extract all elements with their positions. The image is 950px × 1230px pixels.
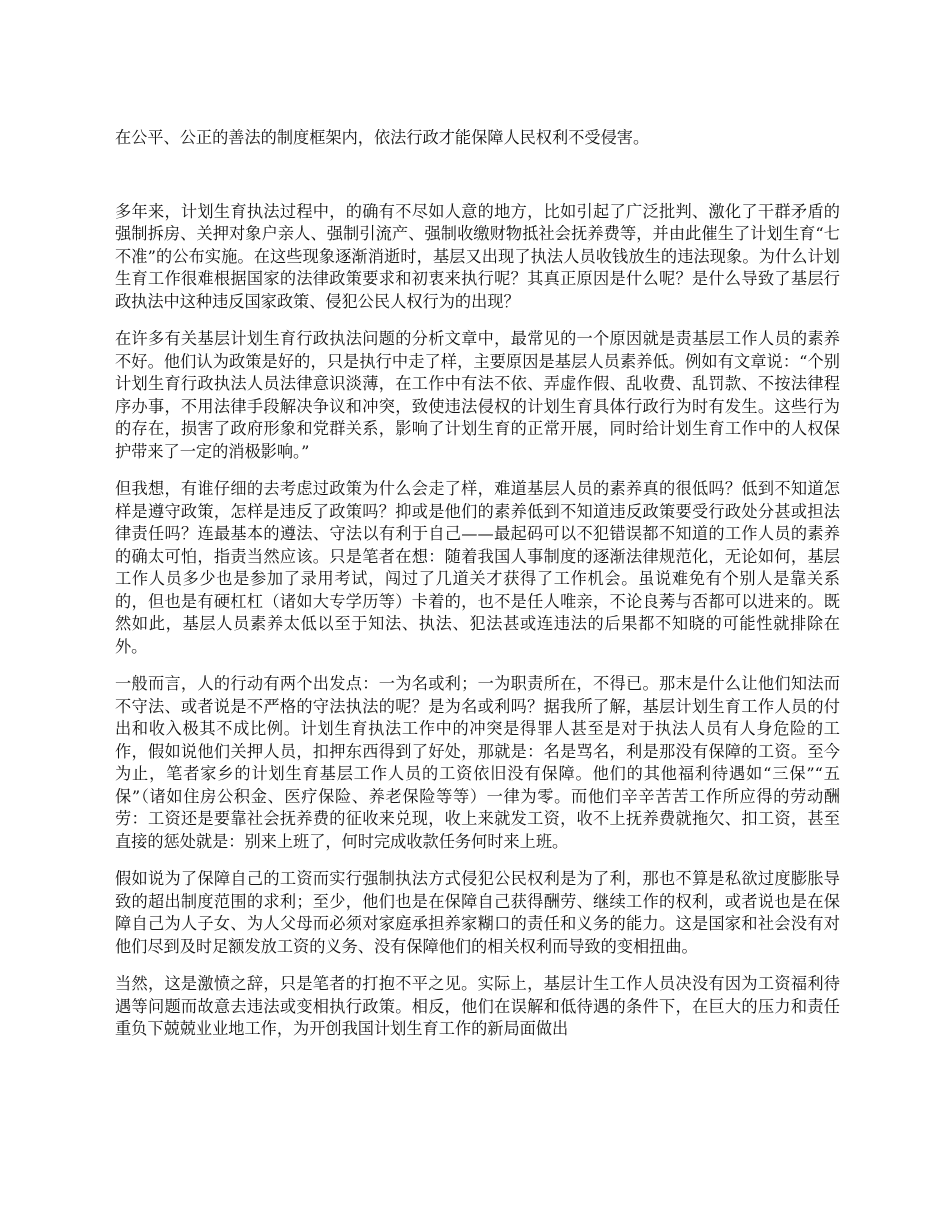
paragraph-background: 多年来，计划生育执法过程中，的确有不尽如人意的地方，比如引起了广泛批判、激化了干群矛盾的强制拆房、关押对象户亲人、强制引流产、强制收缴财物抵社会抚养费等，并由此催生了计划生育“七不准”的公布实施。在这些现象逐渐消逝时，基层又出现了执法人员收钱放生的违法现象。为什么计划生育工作很难根据国家的法律政策要求和初衷来执行呢？其真正原因是什么呢？是什么导致了基层行政执法中这种违反国家政策、侵犯公民人权行为的出现？ [115, 201, 840, 311]
paragraph-conclusion: 当然，这是激愤之辞，只是笔者的打抱不平之见。实际上，基层计生工作人员决没有因为工资福利待遇等问题而故意去违法或变相执行政策。相反，他们在误解和低待遇的条件下，在巨大的压力和责任重负下兢兢业业地工作，为开创我国计划生育工作的新局面做出 [115, 974, 840, 1038]
document-body [115, 127, 840, 1056]
paragraph-author-question: 但我想，有谁仔细的去考虑过政策为什么会走了样，难道基层人员的素养真的很低吗？低到不知道怎样是遵守政策，怎样是违反了政策吗？抑或是他们的素养低到不知道违反政策要受行政处分甚或担法律责任吗？连最基本的遵法、守法以有利于自己——最起码可以不犯错误都不知道的工作人员的素养的确太可怕，指责当然应该。只是笔者在想：随着我国人事制度的逐渐法律规范化，无论如何，基层工作人员多少也是参加了录用考试，闯过了几道关才获得了工作机会。虽说难免有个别人是靠关系的，但也是有硬杠杠（诸如大专学历等）卡着的，也不是任人唯亲，不论良莠与否都可以进来的。既然如此，基层人员素养太低以至于知法、执法、犯法甚或连违法的后果都不知晓的可能性就排除在外。 [115, 479, 840, 656]
paragraph-wages: 假如说为了保障自己的工资而实行强制执法方式侵犯公民权利是为了利，那也不算是私欲过度膨胀导致的超出制度范围的求利；至少，他们也是在保障自己获得酬劳、继续工作的权利，或者说也是在保障自己为人子女、为人父母而必须对家庭承担养家糊口的责任和义务的能力。这是国家和社会没有对他们尽到及时足额发放工资的义务、没有保障他们的相关权利而导致的变相扭曲。 [115, 869, 840, 956]
paragraph-intro: 在公平、公正的善法的制度框架内，依法行政才能保障人民权利不受侵害。 [115, 128, 650, 147]
paragraph-common-view: 在许多有关基层计划生育行政执法问题的分析文章中，最常见的一个原因就是责基层工作人员的素养不好。他们认为政策是好的，只是执行中走了样，主要原因是基层人员素养低。例如有文章说：“个别计划生育行政执法人员法律意识淡薄，在工作中有法不依、弄虚作假、乱收费、乱罚款、不按法律程序办事，不用法律手段解决争议和冲突，致使违法侵权的计划生育具体行政行为时有发生。这些行为的存在，损害了政府形象和党群关系，影响了计划生育的正常开展，同时给计划生育工作中的人权保护带来了一定的消极影响。” [115, 329, 840, 461]
paragraph-motivation: 一般而言，人的行动有两个出发点：一为名或利；一为职责所在，不得已。那末是什么让他们知法而不守法、或者说是不严格的守法执法的呢？是为名或利吗？据我所了解，基层计划生育工作人员的付出和收入极其不成比例。计划生育执法工作中的冲突是得罪人甚至是对于执法人员有人身危险的工作，假如说他们关押人员，扣押东西得到了好处，那就是：名是骂名，利是那没有保障的工资。至今为止，笔者家乡的计划生育基层工作人员的工资依旧没有保障。他们的其他福利待遇如“三保”“五保”（诸如住房公积金、医疗保险、养老保险等等）一律为零。而他们辛辛苦苦工作所应得的劳动酬劳：工资还是要靠社会抚养费的征收来兑现，收上来就发工资，收不上抚养费就拖欠、扣工资，甚至直接的惩处就是：别来上班了，何时完成收款任务何时来上班。 [115, 674, 840, 851]
